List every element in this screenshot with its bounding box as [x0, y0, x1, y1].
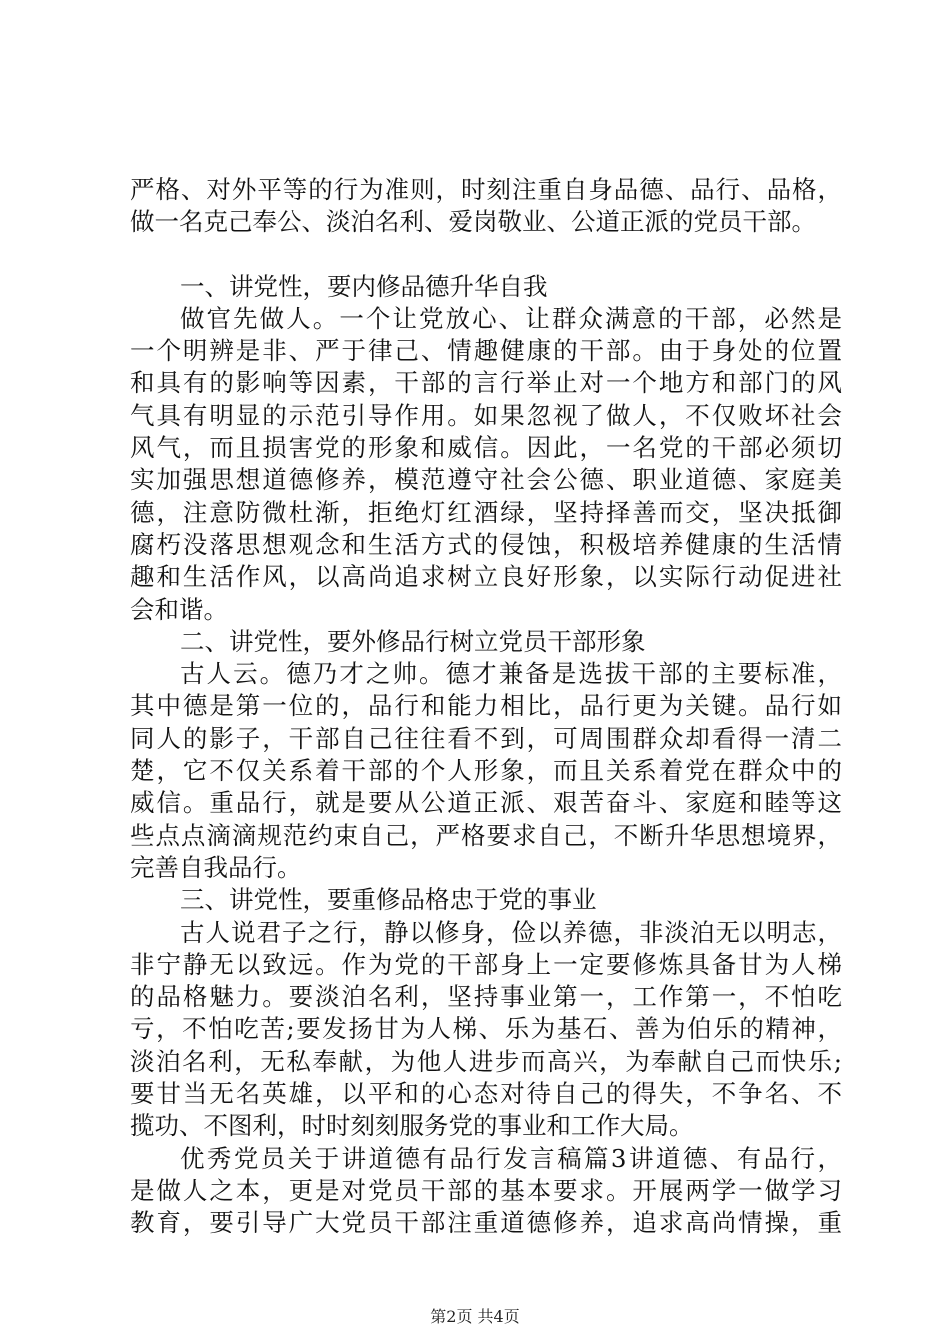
paragraph-line: 一个明辨是非、严于律己、情趣健康的干部。由于身处的位置 — [130, 336, 842, 366]
paragraph-line: 气具有明显的示范引导作用。如果忽视了做人，不仅败坏社会 — [130, 400, 842, 430]
paragraph-line: 教育，要引导广大党员干部注重道德修养，追求高尚情操，重 — [130, 1208, 842, 1238]
paragraph-line: 完善自我品行。 — [130, 852, 302, 882]
paragraph-line: 古人云。德乃才之帅。德才兼备是选拔干部的主要标准， — [180, 659, 842, 689]
paragraph-line: 腐朽没落思想观念和生活方式的侵蚀，积极培养健康的生活情 — [130, 529, 842, 559]
paragraph-line: 是做人之本，更是对党员干部的基本要求。开展两学一做学习 — [130, 1175, 842, 1205]
paragraph-line: 威信。重品行，就是要从公道正派、艰苦奋斗、家庭和睦等这 — [130, 788, 842, 818]
paragraph-line: 亏，不怕吃苦;要发扬甘为人梯、乐为基石、善为伯乐的精神， — [130, 1014, 842, 1044]
paragraph-line: 严格、对外平等的行为准则，时刻注重自身品德、品行、品格， — [130, 175, 842, 204]
paragraph-line: 优秀党员关于讲道德有品行发言稿篇3讲道德、有品行， — [180, 1143, 842, 1173]
paragraph-line: 些点点滴滴规范约束自己，严格要求自己，不断升华思想境界， — [130, 820, 842, 850]
paragraph-line: 其中德是第一位的，品行和能力相比，品行更为关键。品行如 — [130, 691, 842, 721]
document-body — [130, 174, 842, 1240]
paragraph-line: 和具有的影响等因素，干部的言行举止对一个地方和部门的风 — [130, 368, 842, 398]
paragraph-line: 实加强思想道德修养，模范遵守社会公德、职业道德、家庭美 — [130, 465, 842, 495]
paragraph-line: 趣和生活作风，以高尚追求树立良好形象，以实际行动促进社 — [130, 562, 842, 592]
paragraph-line: 做官先做人。一个让党放心、让群众满意的干部，必然是 — [180, 303, 842, 333]
section-heading-3: 三、讲党性，要重修品格忠于党的事业 — [180, 885, 597, 915]
paragraph-line: 会和谐。 — [130, 594, 228, 624]
paragraph-line: 德，注意防微杜渐，拒绝灯红酒绿，坚持择善而交，坚决抵御 — [130, 497, 842, 527]
section-heading-1: 一、讲党性，要内修品德升华自我 — [180, 271, 548, 301]
paragraph-line: 同人的影子，干部自己往往看不到，可周围群众却看得一清二 — [130, 723, 842, 753]
paragraph-line: 风气，而且损害党的形象和威信。因此，一名党的干部必须切 — [130, 433, 842, 463]
paragraph-line: 楚，它不仅关系着干部的个人形象，而且关系着党在群众中的 — [130, 756, 842, 786]
paragraph-line: 非宁静无以致远。作为党的干部身上一定要修炼具备甘为人梯 — [130, 949, 842, 979]
paragraph-line: 做一名克己奉公、淡泊名利、爱岗敬业、公道正派的党员干部。 — [130, 207, 816, 237]
paragraph-line: 淡泊名利，无私奉献，为他人进步而高兴，为奉献自己而快乐; — [130, 1046, 842, 1076]
paragraph-line: 古人说君子之行，静以修身，俭以养德，非淡泊无以明志， — [180, 917, 842, 947]
section-heading-2: 二、讲党性，要外修品行树立党员干部形象 — [180, 626, 646, 656]
paragraph-gap — [130, 239, 842, 271]
paragraph-line: 的品格魅力。要淡泊名利，坚持事业第一，工作第一，不怕吃 — [130, 982, 842, 1012]
paragraph-line: 揽功、不图利，时时刻刻服务党的事业和工作大局。 — [130, 1111, 694, 1141]
page-number-footer: 第2页 共4页 — [430, 1307, 520, 1326]
paragraph-line: 要甘当无名英雄，以平和的心态对待自己的得失，不争名、不 — [130, 1079, 842, 1109]
